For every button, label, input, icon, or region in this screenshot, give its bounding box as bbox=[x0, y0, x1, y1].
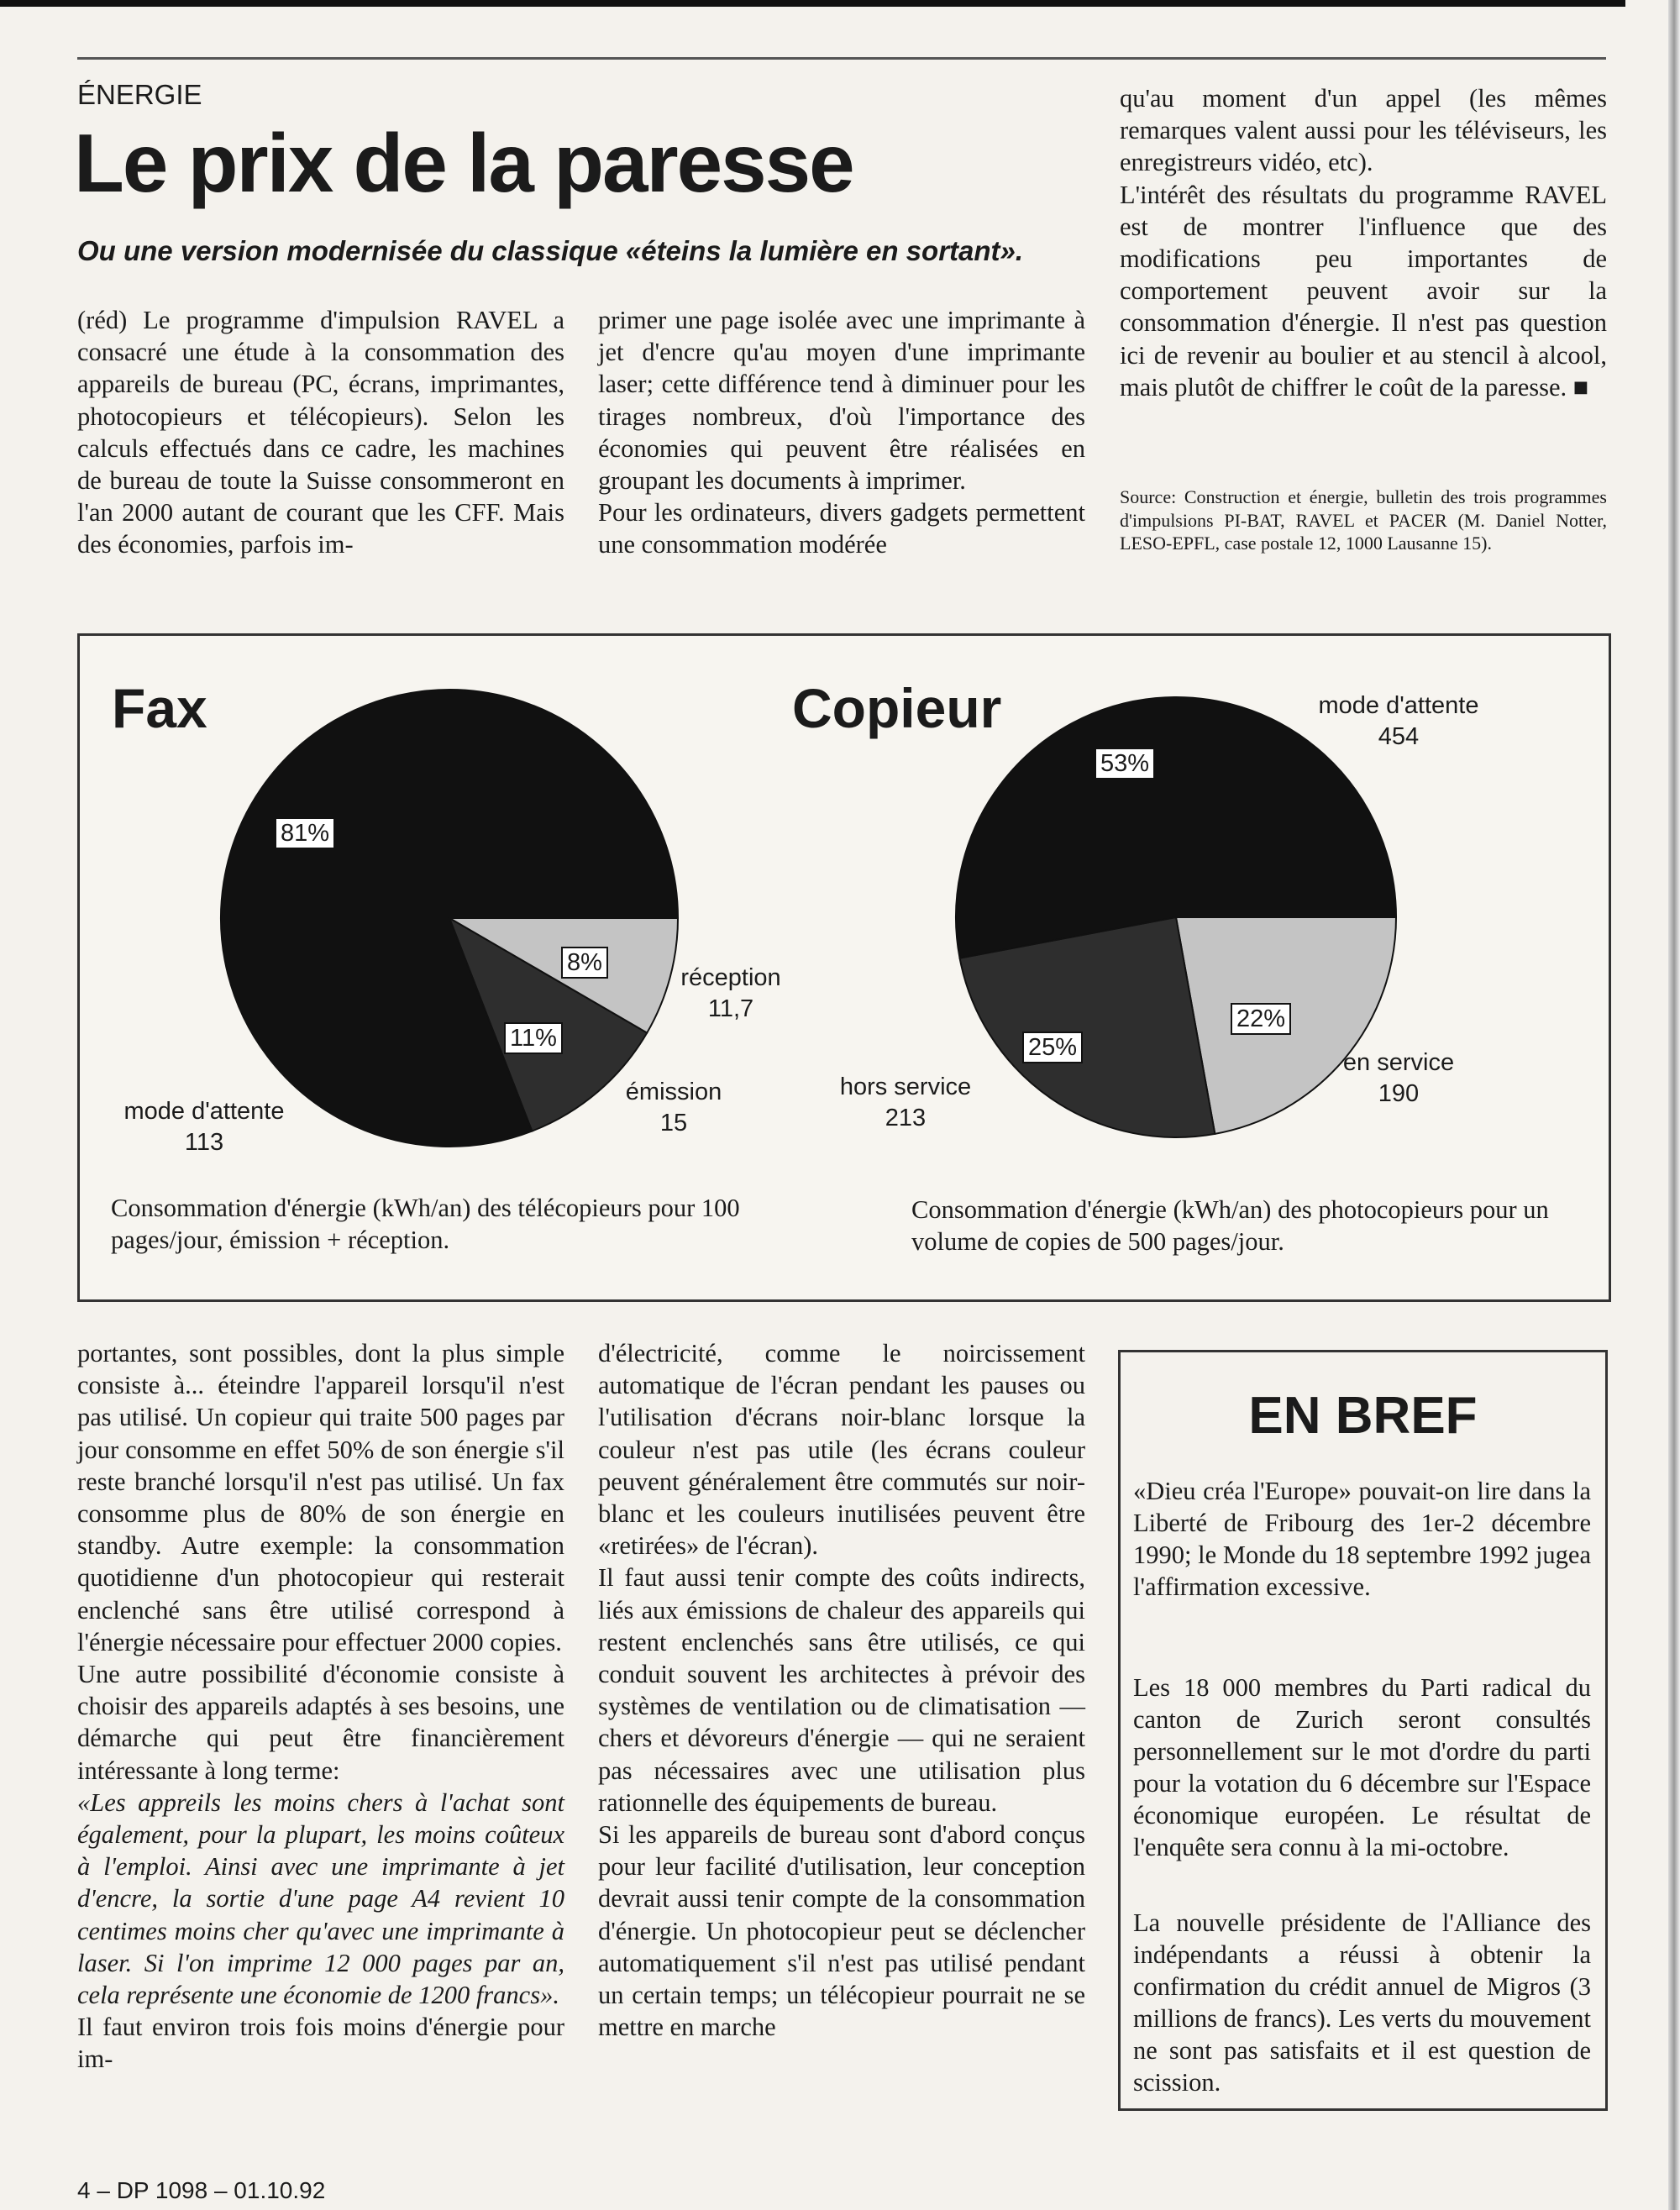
copieur-chart-caption: Consommation d'énergie (kWh/an) des photocopieurs pour un volume de copies de 500 pages/jour. bbox=[911, 1195, 1549, 1256]
article-column-2 bbox=[598, 304, 1085, 561]
fax-pct-label-reception: 8% bbox=[561, 947, 608, 979]
en-bref-box bbox=[1118, 1350, 1608, 2111]
fax-pct-label-attente: 81% bbox=[275, 817, 335, 849]
fax-slice-label-attente: mode d'attente 113 bbox=[123, 1098, 285, 1156]
paragraph: d'électricité, comme le noircissement automatique de l'écran pendant les pauses ou l'utilisation d'écrans noir-blanc lorsque la couleur n'est pas utile (les écrans couleur peuvent généralement être commutés sur noir-blanc et les couleurs inutilisées peuvent être «retirées» de l'écran). bbox=[598, 1339, 1085, 1561]
section-label: ÉNERGIE bbox=[77, 79, 202, 110]
paragraph: Une autre possibilité d'économie consiste à choisir des appareils adaptés à ses besoins, une démarche qui peut être financièrement intéressante à long terme: bbox=[77, 1660, 564, 1785]
article-subtitle: Ou une version modernisée du classique «éteins la lumière en sortant». bbox=[77, 235, 1024, 266]
scan-top-edge bbox=[0, 0, 1625, 7]
fax-slice-label-emission: émission 15 bbox=[625, 1079, 722, 1136]
quote: «Les appreils les moins chers à l'achat sont également, pour la plupart, les moins coûteux à l'emploi. Ainsi avec une imprimante à jet d'encre, la sortie d'une page A4 revient 10 centimes moins cher qu'avec une imprimante à laser. Si l'on imprime 12 000 pages par an, cela représente une économie de 1200 francs». bbox=[77, 1787, 564, 2010]
fax-pct-label-emission: 11% bbox=[504, 1022, 563, 1054]
page-footer: 4 – DP 1098 – 01.10.92 bbox=[77, 2177, 326, 2203]
copieur-pct-label-hors: 25% bbox=[1022, 1032, 1083, 1063]
copieur-slice-label-service: en service 190 bbox=[1342, 1049, 1455, 1107]
paragraph: L'intérêt des résultats du programme RAVEL est de montrer l'influence que des modifications peu importantes de comportement peuvent avoir sur la consommation d'énergie. Il n'est pas question ici de revenir au boulier et au stencil à alcool, mais plutôt de chiffrer le coût de la paresse. ■ bbox=[1120, 180, 1607, 402]
paragraph: Il faut environ trois fois moins d'énergie pour im- bbox=[77, 2013, 564, 2074]
copieur-slice-label-hors: hors service 213 bbox=[839, 1074, 972, 1131]
bref-item-2: Les 18 000 membres du Parti radical du canton de Zurich seront consultés personnellement sur le mot d'ordre du parti pour la votation du 6 décembre sur l'Espace économique européen. Le résultat de l'enquête sera connu à la mi-octobre. bbox=[1133, 1673, 1591, 1861]
fax-slice-label-reception: réception 11,7 bbox=[680, 964, 781, 1022]
paragraph: Pour les ordinateurs, divers gadgets permettent une consommation modérée bbox=[598, 498, 1085, 559]
paragraph: Si les appareils de bureau sont d'abord conçus pour leur facilité d'utilisation, leur conception devrait aussi tenir compte de la consommation d'énergie. Un photocopieur peut se déclencher automatiquement s'il n'est pas utilisé pendant un certain temps; un télécopieur pourrait ne se mettre en marche bbox=[598, 1820, 1085, 2042]
paragraph: portantes, sont possibles, dont la plus simple consiste à... éteindre l'appareil lorsqu'il n'est pas utilisé. Un copieur qui traite 500 pages par jour consomme en effet 50% de son énergie s'il reste branché lorsqu'il n'est pas utilisé. Un fax consomme plus de 80% de son énergie en standby. Autre exemple: la consommation quotidienne d'un photocopieur qui resterait enclenché sans être utilisé correspond à l'énergie nécessaire pour effectuer 2000 copies. bbox=[77, 1339, 564, 1656]
article-title: Le prix de la paresse bbox=[74, 117, 853, 209]
copieur-chart-title: Copieur bbox=[792, 677, 1002, 739]
paragraph: primer une page isolée avec une imprimante à jet d'encre qu'au moyen d'une imprimante laser; cette différence tend à diminuer pour les tirages nombreux, d'où l'importance des économies qui peuvent être réalisées en groupant les documents à imprimer. bbox=[598, 306, 1085, 496]
paragraph: qu'au moment d'un appel (les mêmes remarques valent aussi pour les téléviseurs, les enregistreurs vidéo, etc). bbox=[1120, 84, 1607, 177]
bref-item-1: «Dieu créa l'Europe» pouvait-on lire dans la Liberté de Fribourg des 1er-2 décembre 1990; le Monde du 18 septembre 1992 jugea l'affirmation excessive. bbox=[1133, 1477, 1591, 1601]
scan-right-edge bbox=[1668, 0, 1680, 2210]
header-rule bbox=[77, 57, 1606, 60]
paragraph: (réd) Le programme d'impulsion RAVEL a consacré une étude à la consommation des appareils de bureau (PC, écrans, imprimantes, photocopieurs et télécopieurs). Selon les calculs effectués dans ce cadre, les machines de bureau de toute la Suisse consommeront en l'an 2000 autant de courant que les CFF. Mais des économies, parfois im- bbox=[77, 306, 564, 559]
article-column-1 bbox=[77, 304, 564, 561]
source-note: Source: Construction et énergie, bulletin des trois programmes d'impulsions PI-BAT, RAVEL et PACER (M. Daniel Notter, LESO-EPFL, case postale 12, 1000 Lausanne 15). bbox=[1120, 486, 1607, 554]
energy-charts-figure bbox=[77, 633, 1611, 1302]
copieur-slice-label-attente: mode d'attente 454 bbox=[1318, 692, 1479, 750]
article-column-3 bbox=[1120, 82, 1607, 403]
article-column-5 bbox=[598, 1337, 1085, 2043]
paragraph: Il faut aussi tenir compte des coûts indirects, liés aux émissions de chaleur des appareils qui restent enclenchés sans être utilisés, ce qui conduit souvent les architectes à prévoir des systèmes de ventilation ou de climatisation — chers et dévoreurs d'énergie — qui ne seraient pas nécessaires avec une utilisation plus rationnelle des équipements de bureau. bbox=[598, 1563, 1085, 1817]
fax-chart-caption: Consommation d'énergie (kWh/an) des télécopieurs pour 100 pages/jour, émission + réception. bbox=[111, 1194, 740, 1254]
copieur-pct-label-attente: 53% bbox=[1095, 748, 1155, 780]
article-column-4 bbox=[77, 1337, 564, 2076]
en-bref-title: EN BREF bbox=[1248, 1387, 1478, 1445]
fax-chart-title: Fax bbox=[112, 677, 207, 739]
bref-item-3: La nouvelle présidente de l'Alliance des indépendants a réussi à obtenir la confirmation du crédit annuel de Migros (3 millions de francs). Les verts du mouvement ne sont pas satisfaits et il est question de scission. bbox=[1133, 1908, 1591, 2097]
copieur-pct-label-service: 22% bbox=[1231, 1003, 1291, 1035]
